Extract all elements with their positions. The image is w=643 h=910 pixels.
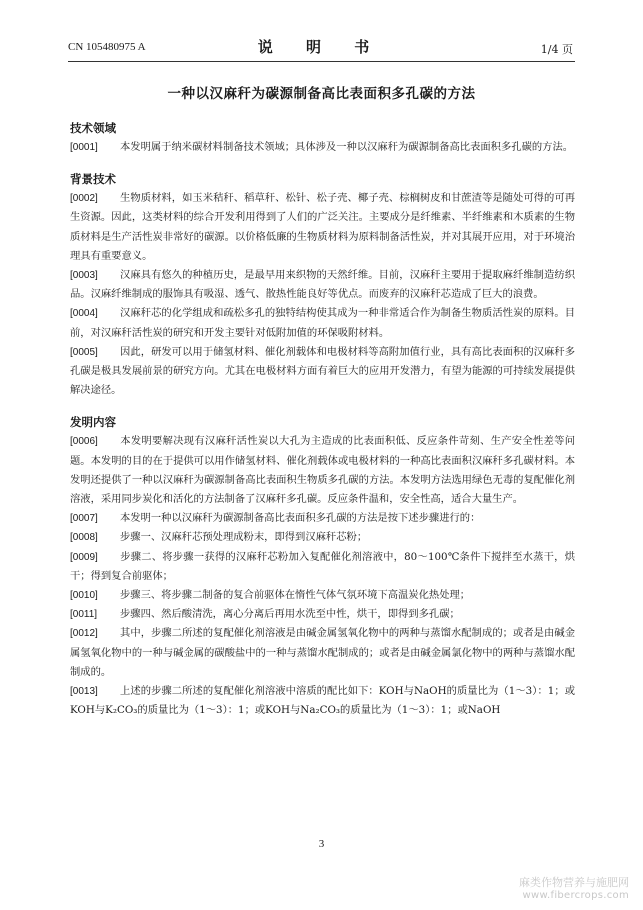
paragraph — [70, 432, 575, 509]
paragraph — [70, 266, 575, 304]
paragraph — [70, 548, 575, 586]
paragraph — [70, 189, 575, 266]
paragraph-text: 本发明属于纳米碳材料制备技术领域；具体涉及一种以汉麻秆为碳源制备高比表面积多孔碳的方法。 — [120, 141, 574, 153]
paragraph-number: [0005] — [70, 346, 98, 358]
paragraph-number: [0013] — [70, 686, 98, 698]
paragraph-number: [0004] — [70, 308, 98, 320]
paragraph-number: [0012] — [70, 628, 98, 640]
paragraph-text: 汉麻具有悠久的种植历史，是最早用来织物的天然纤维。目前，汉麻秆主要用于提取麻纤维制造纺织品。汉麻纤维制成的服饰具有吸湿、透气、散热性能良好等优点。而废弃的汉麻秆芯造成了巨大的浪费。 — [70, 269, 575, 301]
paragraph-number: [0009] — [70, 551, 98, 563]
paragraph — [70, 682, 575, 720]
page-number: 3 — [318, 838, 325, 850]
paragraph-text: 其中，步骤二所述的复配催化剂溶液是由碱金属氢氧化物中的两种与蒸馏水配制成的；或者是由碱金属氢氧化物中的一种与碱金属的碳酸盐中的一种与蒸馏水配制成的；或者是由碱金属氯化物中的两种与蒸馏水配制成的。 — [70, 627, 575, 678]
site-watermark — [519, 876, 629, 902]
paragraph-number: [0003] — [70, 270, 98, 282]
paragraph — [70, 304, 575, 342]
paragraph — [70, 509, 575, 528]
paragraph-text: 上述的步骤二所述的复配催化剂溶液中溶质的配比如下：KOH与NaOH的质量比为（1～3）：1；或KOH与K₂CO₃的质量比为（1～3）：1；或KOH与Na₂CO₃的质量比为（1～3）：1；或NaOH — [70, 685, 575, 717]
paragraph — [70, 624, 575, 682]
watermark-site-name: 麻类作物营养与施肥网 — [519, 876, 629, 889]
header-divider — [68, 61, 575, 62]
section-body — [70, 138, 575, 157]
section-body — [70, 189, 575, 400]
paragraph — [70, 138, 575, 157]
watermark-url: www.fibercrops.com — [522, 890, 629, 901]
section-body — [70, 432, 575, 720]
document-type: 说 明 书 — [257, 38, 384, 56]
patent-title: 一种以汉麻秆为碳源制备高比表面积多孔碳的方法 — [167, 86, 476, 102]
page-indicator: 1/4 页 — [540, 43, 573, 56]
paragraph-number: [0010] — [70, 590, 98, 602]
paragraph-number: [0002] — [70, 193, 98, 205]
section-heading: 技术领域 — [70, 121, 116, 135]
paragraph-text: 本发明一种以汉麻秆为碳源制备高比表面积多孔碳的方法是按下述步骤进行的： — [120, 512, 481, 525]
section-heading: 背景技术 — [70, 172, 116, 187]
paragraph-text: 步骤四、然后酸清洗，离心分离后再用水洗至中性，烘干，即得到多孔碳； — [120, 608, 460, 621]
paragraph — [70, 528, 575, 547]
paragraph-number: [0007] — [70, 513, 98, 525]
paragraph-text: 本发明要解决现有汉麻秆活性炭以大孔为主造成的比表面积低、反应条件苛刻、生产安全性差等问题。本发明的目的在于提供可以用作储氢材料、催化剂载体或电极材料的一种高比表面积汉麻秆多孔碳材料。本发明还提供了一种以汉麻秆为碳源制备高比表面积生物质多孔碳的方法。本发明方法选用绿色无毒的复配催化剂溶液，采用同步炭化和活化的方法制备了汉麻秆多孔碳。反应条件温和，安全性高，适合大量生产。 — [70, 435, 575, 506]
patent-number: CN 105480975 A — [68, 41, 146, 53]
paragraph-text: 步骤二、将步骤一获得的汉麻秆芯粉加入复配催化剂溶液中，80～100℃条件下搅拌至水蒸干，烘干；得到复合前驱体； — [70, 550, 575, 582]
paragraph-number: [0001] — [70, 142, 98, 153]
document-body — [70, 118, 575, 732]
paragraph-text: 步骤三、将步骤二制备的复合前驱体在惰性气体气氛环境下高温炭化热处理； — [120, 589, 471, 602]
paragraph-text: 生物质材料，如玉米秸秆、稻草秆、松针、松子壳、椰子壳、棕榈树皮和甘蔗渣等是随处可得的可再生资源。因此，这类材料的综合开发利用得到了人们的广泛关注。主要成分是纤维素、半纤维素和木质素的生物质材料是生产活性炭非常好的碳源。以价格低廉的生物质材料为原料制备活性炭，并对其展开应用，对于环境治理具有重要意义。 — [70, 192, 575, 262]
paragraph-text: 汉麻秆芯的化学组成和疏松多孔的独特结构使其成为一种非常适合作为制备生物质活性炭的原料。目前，对汉麻秆活性炭的研究和开发主要针对低附加值的环保吸附材料。 — [70, 307, 575, 339]
paragraph-number: [0011] — [70, 609, 98, 621]
paragraph-text: 因此，研发可以用于储氢材料、催化剂载体和电极材料等高附加值行业，具有高比表面积的汉麻秆多孔碳是极具发展前景的研究方向。尤其在电极材料方面有着巨大的应用开发潜力，有望为能源的可持续发展提供解决途径。 — [70, 345, 575, 397]
paragraph — [70, 343, 575, 401]
paragraph-number: [0006] — [70, 436, 98, 448]
paragraph — [70, 586, 575, 605]
paragraph — [70, 605, 575, 624]
paragraph-text: 步骤一、汉麻秆芯预处理成粉末，即得到汉麻秆芯粉； — [120, 531, 368, 544]
section-heading: 发明内容 — [70, 415, 116, 430]
page-header — [68, 36, 573, 58]
paragraph-number: [0008] — [70, 532, 98, 544]
